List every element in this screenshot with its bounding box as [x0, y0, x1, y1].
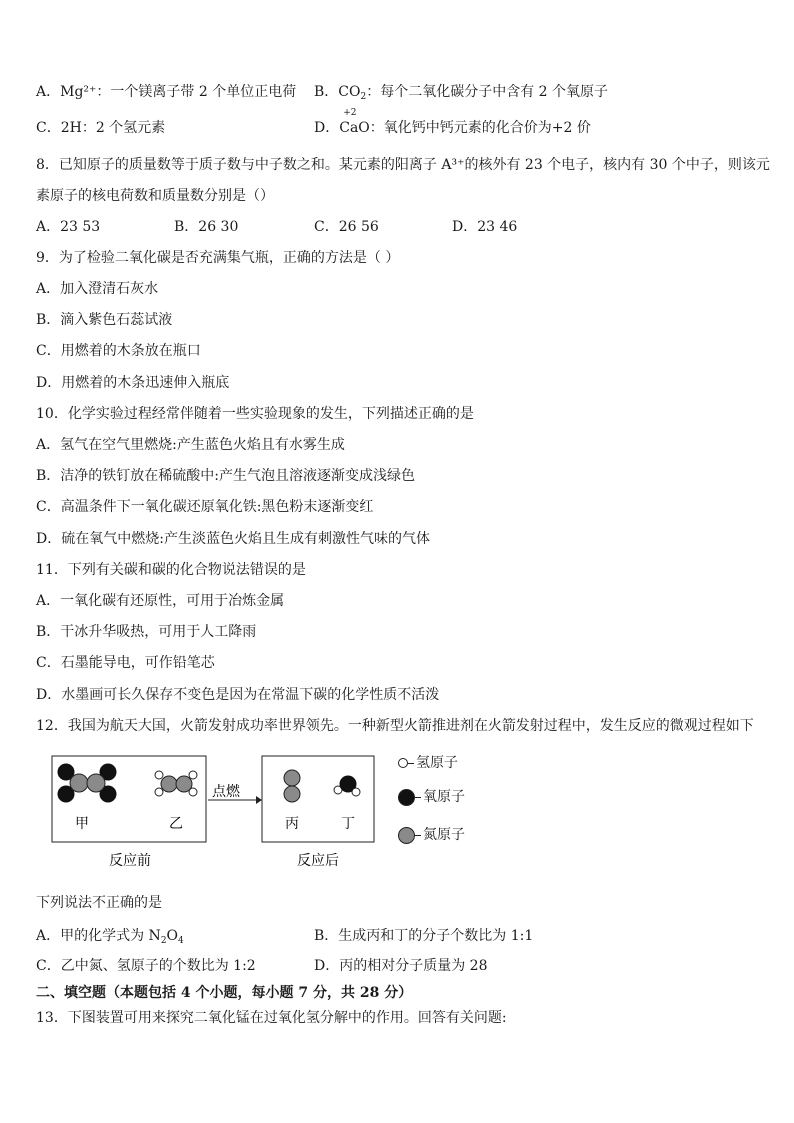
label-jia: 甲 [75, 816, 89, 832]
q12-option-d: D．丙的相对分子质量为 28 [314, 958, 488, 974]
molecule-ding [334, 776, 360, 796]
q12-stem: 12．我国为航天大国，火箭发射成功率世界领先。一种新型火箭推进剂在火箭发射过程中，发生反应的微观过程如下 [36, 718, 754, 734]
q7-option-b: B．$CO_2$：每个二氧化碳分子中含有 2 个氧原子 [314, 84, 609, 102]
q7-option-c: C．2H：2 个氢元素 [36, 120, 166, 136]
q8-stem-line2: 素原子的核电荷数和质量数分别是（） [36, 188, 274, 204]
molecule-jia [58, 764, 116, 802]
q7-option-a: A．Mg²⁺：一个镁离子带 2 个单位正电荷 [36, 84, 297, 100]
legend-hydrogen: 氢原子 [398, 752, 458, 772]
q12-option-a: A．甲的化学式为 $N_2O_4$ [36, 928, 184, 946]
oxygen-atom-icon [398, 789, 415, 806]
q10-option-b: B．洁净的铁钉放在稀硫酸中:产生气泡且溶液逐渐变成浅绿色 [36, 468, 416, 484]
atom-legend [398, 752, 518, 852]
q9-stem: 9．为了检验二氧化碳是否充满集气瓶，正确的方法是（ ） [36, 250, 400, 266]
q12-option-c: C．乙中氮、氢原子的个数比为 1:2 [36, 958, 256, 974]
q10-option-d: D．硫在氧气中燃烧:产生淡蓝色火焰且生成有刺激性气味的气体 [36, 531, 430, 547]
q8-option-c: C．26 56 [314, 219, 379, 235]
label-ding: 丁 [341, 816, 355, 832]
q8-stem-line1: 8．已知原子的质量数等于质子数与中子数之和。某元素的阳离子 A³⁺的核外有 23 个电子，核内有 30 个中子，则该元 [36, 157, 770, 173]
arrow-label: 点燃 [212, 784, 240, 800]
q9-option-c: C．用燃着的木条放在瓶口 [36, 343, 201, 359]
section2-title: 二、填空题（本题包括 4 个小题，每小题 7 分，共 28 分） [36, 985, 413, 1001]
label-yi: 乙 [169, 816, 183, 832]
label-before: 反应前 [109, 853, 151, 869]
label-after: 反应后 [297, 853, 339, 869]
q10-option-c: C．高温条件下一氧化碳还原氧化铁:黑色粉末逐渐变红 [36, 499, 374, 515]
q11-option-d: D．水墨画可长久保存不变色是因为在常温下碳的化学性质不活泼 [36, 687, 440, 703]
q7-option-d: D． +2 CaO：氧化钙中钙元素的化合价为+2 价 [314, 108, 591, 136]
q10-option-a: A．氢气在空气里燃烧:产生蓝色火焰且有水雾生成 [36, 437, 345, 453]
molecule-yi [155, 771, 197, 796]
hydrogen-atom-icon [398, 758, 408, 768]
q10-stem: 10．化学实验过程经常伴随着一些实验现象的发生，下列描述正确的是 [36, 406, 474, 422]
q11-option-c: C．石墨能导电，可作铅笔芯 [36, 655, 215, 671]
q11-option-b: B．干冰升华吸热，可用于人工降雨 [36, 624, 257, 640]
after-box [262, 756, 374, 842]
q11-option-a: A．一氧化碳有还原性，可用于冶炼金属 [36, 593, 285, 609]
q12-option-b: B．生成丙和丁的分子个数比为 1:1 [314, 928, 534, 944]
q8-option-a: A．23 53 [36, 219, 101, 235]
cao-valence-formula: +2 CaO [339, 108, 370, 136]
q8-option-d: D．23 46 [452, 219, 518, 235]
q12-sub-stem: 下列说法不正确的是 [36, 895, 162, 911]
nitrogen-atom-icon [398, 827, 415, 844]
legend-nitrogen: 氮原子 [398, 824, 465, 844]
q9-option-a: A．加入澄清石灰水 [36, 281, 159, 297]
molecule-bing [284, 770, 300, 802]
q9-option-d: D．用燃着的木条迅速伸入瓶底 [36, 375, 230, 391]
q9-option-b: B．滴入紫色石蕊试液 [36, 312, 173, 328]
q13-stem: 13．下图装置可用来探究二氧化锰在过氧化氢分解中的作用。回答有关问题: [36, 1010, 507, 1026]
legend-oxygen: 氧原子 [398, 786, 465, 806]
q11-stem: 11．下列有关碳和碳的化合物说法错误的是 [36, 562, 306, 578]
label-bing: 丙 [285, 816, 299, 832]
q8-option-b: B．26 30 [174, 219, 239, 235]
